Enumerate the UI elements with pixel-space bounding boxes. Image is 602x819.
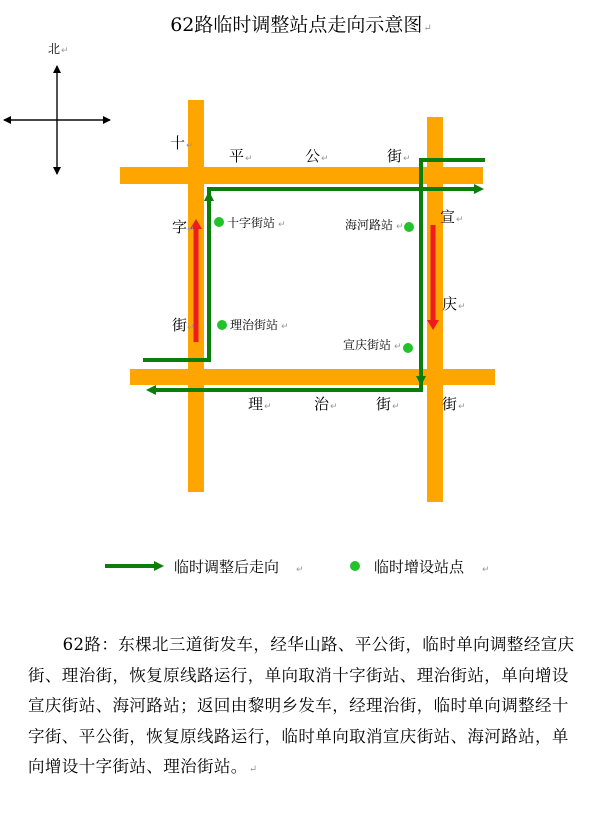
- paragraph-mark-icon: ↵: [394, 342, 402, 352]
- paragraph-mark-icon: ↵: [245, 154, 253, 164]
- route-description-text: 62路：东棵北三道街发车，经华山路、平公街，临时单向调整经宣庆街、理治街，恢复原线路运行，单向取消十字街站、理治街站，单向增设宣庆街站、海河路站；返回由黎明乡发车，经理治街，临时单向调整经十字街、平公街，恢复原线路运行，临时单向取消宣庆街站、海河路站，单向增设十字街站、理治街站。: [28, 635, 575, 776]
- road-label-lizhi-1: 理: [248, 395, 264, 413]
- paragraph-mark-icon: ↵: [61, 46, 69, 56]
- paragraph-mark-icon: ↵: [186, 141, 194, 151]
- paragraph-mark-icon: ↵: [281, 322, 289, 332]
- station-label-xuanqing-jie: 宣庆街站: [343, 338, 392, 352]
- station-dot-lizhi-jie: [217, 320, 227, 330]
- station-dot-xuanqing-jie: [403, 343, 413, 353]
- paragraph-mark-icon: ↵: [423, 23, 432, 34]
- paragraph-mark-icon: ↵: [296, 565, 304, 575]
- paragraph-mark-icon: ↵: [264, 402, 272, 412]
- road-label-pinggong-3: 街: [387, 147, 403, 165]
- paragraph-mark-icon: ↵: [248, 764, 258, 775]
- road-label-shizi-2: 字: [172, 218, 188, 236]
- map-title-text: 62路临时调整站点走向示意图: [170, 14, 423, 36]
- station-label-lizhi-jie: 理治街站: [230, 318, 279, 332]
- legend-station-label: 临时增设站点: [374, 558, 465, 576]
- road-label-lizhi-2: 治: [314, 395, 330, 413]
- station-label-haihe-lu: 海河路站: [345, 218, 394, 232]
- road-pinggong-jie: [120, 167, 483, 184]
- station-label-shizi-jie: 十字街站: [227, 216, 276, 230]
- north-label: 北: [48, 42, 61, 56]
- road-label-shizi-3: 街: [172, 316, 188, 334]
- paragraph-mark-icon: ↵: [392, 402, 400, 412]
- compass-icon: [4, 66, 110, 174]
- road-label-pinggong-2: 公: [305, 147, 321, 165]
- paragraph-mark-icon: ↵: [458, 302, 466, 312]
- road-label-shizi-1: 十: [170, 134, 186, 152]
- paragraph-mark-icon: ↵: [278, 220, 286, 230]
- road-label-xuanqing-1: 宣: [440, 208, 456, 226]
- paragraph-mark-icon: ↵: [187, 225, 195, 235]
- legend-route-label: 临时调整后走向: [174, 558, 280, 576]
- paragraph-mark-icon: ↵: [396, 222, 404, 232]
- road-lizhi-jie: [130, 369, 495, 385]
- road-label-lizhi-3: 街: [376, 395, 392, 413]
- paragraph-mark-icon: ↵: [403, 154, 411, 164]
- station-dot-haihe-lu: [404, 222, 414, 232]
- paragraph-mark-icon: ↵: [456, 215, 464, 225]
- road-label-xuanqing-2: 庆: [442, 295, 458, 313]
- station-dot-shizi-jie: [214, 217, 224, 227]
- paragraph-mark-icon: ↵: [482, 565, 490, 575]
- paragraph-mark-icon: ↵: [458, 402, 466, 412]
- paragraph-mark-icon: ↵: [330, 402, 338, 412]
- road-label-xuanqing-3: 街: [442, 395, 458, 413]
- paragraph-mark-icon: ↵: [321, 154, 329, 164]
- paragraph-mark-icon: ↵: [187, 323, 195, 333]
- road-label-pinggong-1: 平: [229, 147, 245, 165]
- legend-station-dot-icon: [350, 561, 360, 571]
- route-description: [28, 630, 578, 786]
